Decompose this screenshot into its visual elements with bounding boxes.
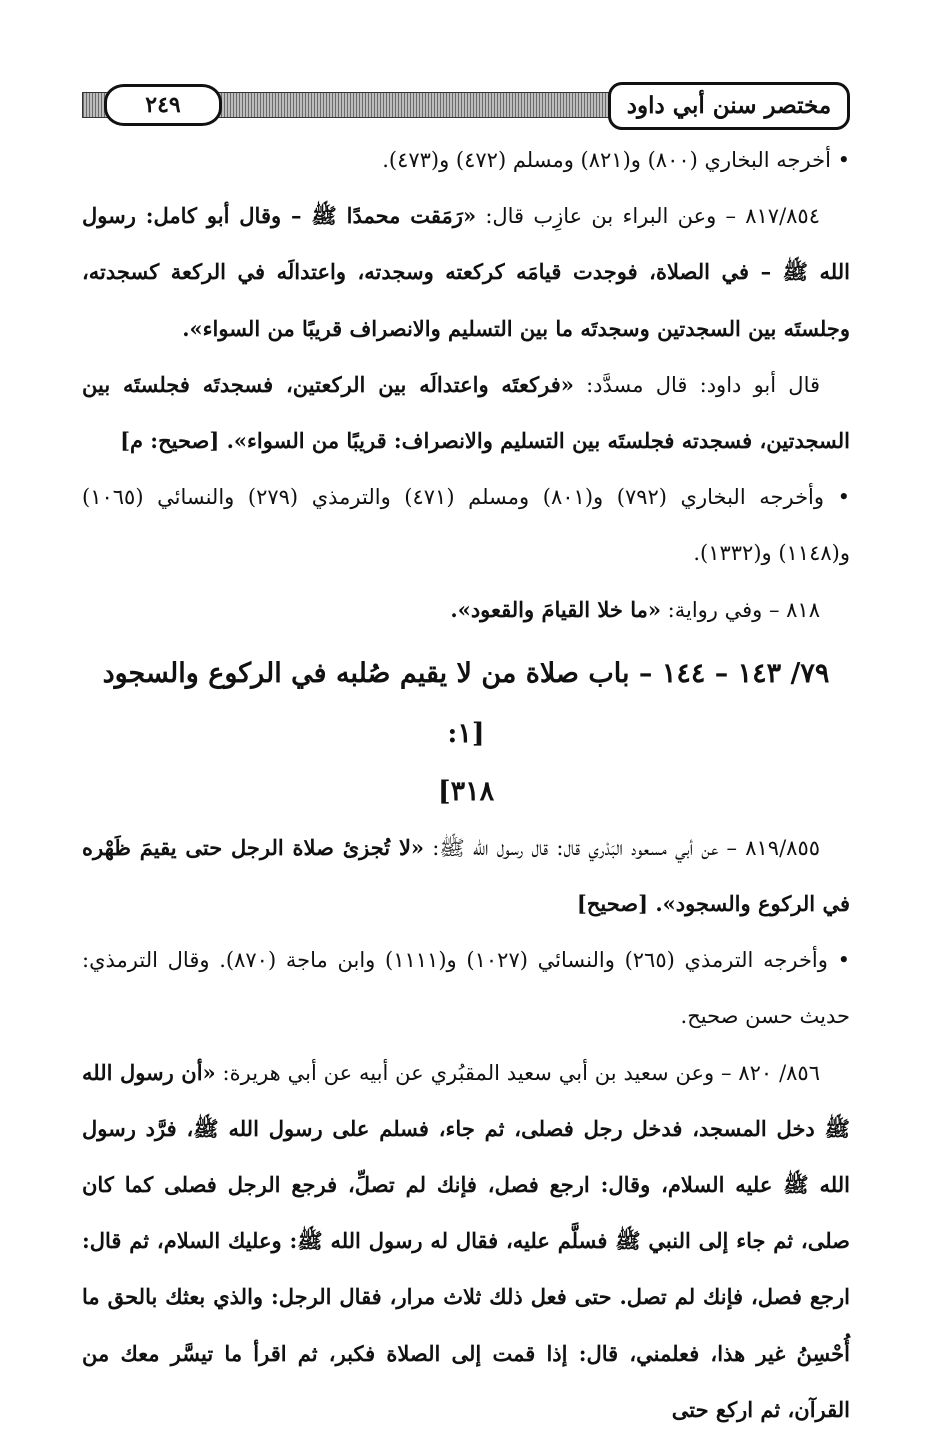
page-body <box>82 132 850 1438</box>
comment-quote: «فركعتَه واعتدالَه بين الركعتين، فسجدتَه فجلستَه بين السجدتين، فسجدته فجلستَه بين التسليم والانصراف: قريبًا من السواء». [صحيح: م] <box>82 371 850 454</box>
comment-intro: قال أبو داود: قال مسدَّد: <box>573 372 821 397</box>
hadith-820 <box>82 1045 850 1438</box>
chapter-heading: ٧٩/ ١٤٣ – ١٤٤ – باب صلاة من لا يقيم صُلبه في الركوع والسجود [١: <box>102 657 830 749</box>
book-title: مختصر سنن أبي داود <box>608 82 850 130</box>
hadith-intro: ٨١٩/٨٥٥ – عن أبي مسعود البَدْري قال: قال رسول الله ﷺ: <box>424 835 821 860</box>
abu-dawud-comment <box>82 357 850 469</box>
takhrij-note-3: • وأخرجه الترمذي (٢٦٥) والنسائي (١٠٢٧) و(١١١١) وابن ماجة (٨٧٠). وقال الترمذي: حديث حسن صحيح. <box>82 948 851 1029</box>
takhrij-note-2: • وأخرجه البخاري (٧٩٢) و(٨٠١) ومسلم (٤٧١) والترمذي (٢٧٩) والنسائي (١٠٦٥) و(١١٤٨) و(١٣٣٢). <box>82 485 851 566</box>
hadith-intro: ٨٥٦/ ٨٢٠ – وعن سعيد بن أبي سعيد المقبُري عن أبيه عن أبي هريرة: <box>215 1060 820 1085</box>
hadith-text: «لا تُجزئ صلاة الرجل حتى يقيمَ ظَهْره في الركوع والسجود». [صحيح] <box>82 834 850 917</box>
hadith-text: «أن رسول الله ﷺ دخل المسجد، فدخل رجل فصلى، ثم جاء، فسلم على رسول الله ﷺ، فرَّد رسول الله ﷺ عليه السلام، وقال: ارجع فصل، فإنك لم تصلِّ، فرجع الرجل فصلى كما كان صلى، ثم جاء إلى النبي ﷺ فسلَّم عليه، فقال له رسول الله ﷺ: وعليك السلام، ثم قال: ارجع فصل، فإنك لم تصل. حتى فعل ذلك ثلاث مرار، فقال الرجل: والذي بعثك بالحق ما أُحْسِنُ غير هذا، فعلمني، قال: إذا قمت إلى الصلاة فكبر، ثم اقرأ ما تيسَّر معك من القرآن، ثم اركع حتى <box>82 1059 850 1422</box>
hadith-text: «رَمَقت محمدًا ﷺ – وقال أبو كامل: رسول الله ﷺ – في الصلاة، فوجدت قيامَه كركعته وسجدته، واعتدالَه في الركعة كسجدته، وجلستَه بين السجدتين وسجدتَه ما بين التسليم والانصراف قريبًا من السواء». <box>82 203 850 341</box>
hadith-818 <box>82 582 850 638</box>
hadith-intro: ٨١٨ – وفي رواية: <box>660 597 820 622</box>
hadith-intro: ٨١٧/٨٥٤ – وعن البراء بن عازِب قال: <box>476 204 820 229</box>
page-number: ٢٤٩ <box>104 84 222 126</box>
chapter-heading-reference: ٣١٨] <box>437 775 495 807</box>
hadith-text: «ما خلا القيامَ والقعود». <box>450 596 661 622</box>
hadith-819 <box>82 820 850 932</box>
hadith-817 <box>82 188 850 357</box>
takhrij-note-1: • أخرجه البخاري (٨٠٠) و(٨٢١) ومسلم (٤٧٢) و(٤٧٣). <box>382 148 850 172</box>
page-header <box>82 82 850 128</box>
